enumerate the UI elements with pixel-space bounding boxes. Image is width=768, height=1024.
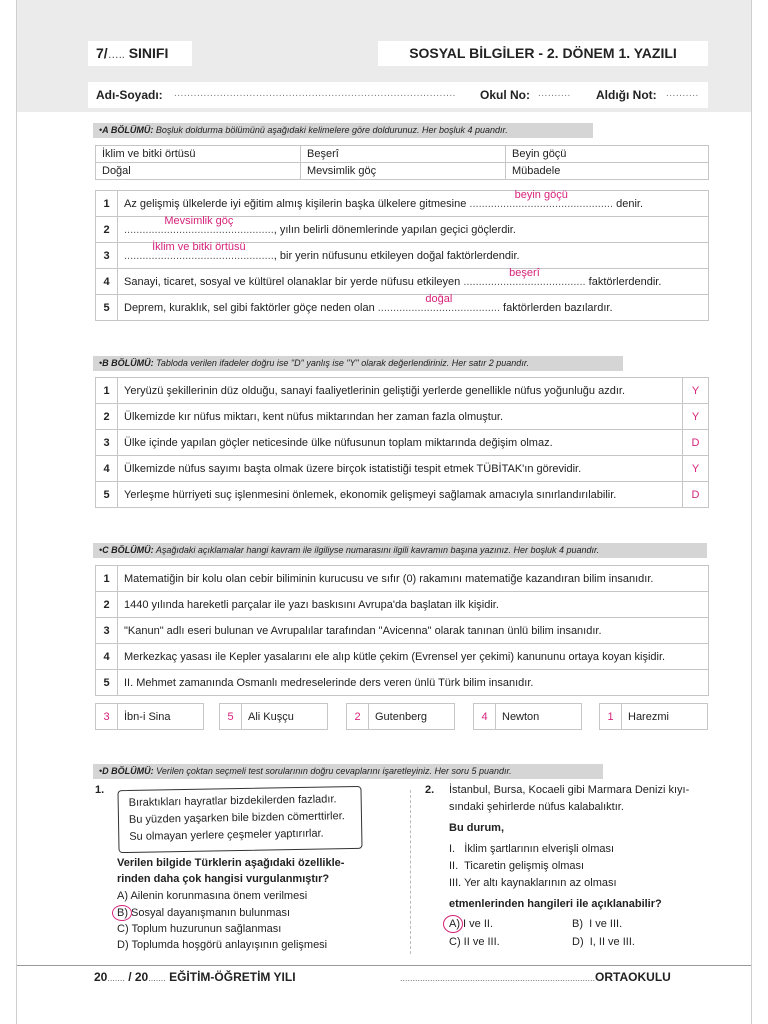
question-number: 1 — [96, 378, 118, 404]
name-label: Adı-Soyadı: — [96, 88, 163, 102]
q2-item-2: II. Ticaretin gelişmiş olması — [449, 860, 585, 872]
q2-stem: İstanbul, Bursa, Kocaeli gibi Marmara Denizi kıyı- — [449, 784, 690, 796]
section-d-header: •D BÖLÜMÜ: Verilen çoktan seçmeli test sorularının doğru cevaplarını işaretleyiniz. Her soru 5 puandır. — [93, 764, 603, 779]
exam-title: SOSYAL BİLGİLER - 2. DÖNEM 1. YAZILI — [378, 41, 708, 66]
table-row — [96, 269, 709, 295]
q2-lead: Bu durum, — [449, 822, 504, 834]
q1-poem-box — [117, 786, 362, 853]
description-text: 1440 yılında hareketli parçalar ile yazı baskısını Avrupa'da başlatan ilk kişidir. — [118, 592, 709, 618]
q2-stem-2: sındaki şehirlerde nüfus kalabalıktır. — [449, 801, 624, 813]
table-row — [96, 378, 709, 404]
question-number: 2 — [96, 404, 118, 430]
column-divider — [410, 790, 411, 954]
question-number: 3 — [96, 618, 118, 644]
handwritten-answer: beşerî — [509, 266, 540, 279]
grade-received-label: Aldığı Not: — [596, 88, 657, 102]
q2-item-1: I. İklim şartlarının elverişli olması — [449, 843, 615, 855]
q2-number: 2. — [425, 784, 435, 796]
q2-option-c[interactable]: C) II ve III. — [449, 936, 500, 948]
year-separator: / 20 — [124, 970, 149, 984]
word-bank-cell: Mevsimlik göç — [301, 163, 506, 180]
table-row — [96, 430, 709, 456]
question-number: 5 — [96, 482, 118, 508]
question-before: Deprem, kuraklık, sel gibi faktörler göçe neden olan — [124, 301, 378, 314]
question-text — [118, 292, 709, 321]
table-row — [96, 592, 709, 618]
fill-blank[interactable] — [124, 240, 274, 262]
word-bank-cell: Beyin göçü — [506, 146, 709, 163]
concept-box-harezmi — [599, 703, 708, 730]
question-number: 2 — [96, 592, 118, 618]
question-number: 5 — [96, 295, 118, 321]
section-c-instruction: Aşağıdaki açıklamalar hangi kavram ile ilgiliyse numarasını ilgili kavramın başına yazınız. Her boşluk 4 puandır. — [155, 545, 600, 555]
concept-box-newton — [473, 703, 582, 730]
section-a-questions — [95, 190, 709, 321]
fill-blank[interactable] — [463, 266, 586, 288]
fill-blank[interactable] — [124, 214, 274, 236]
section-a-instruction: Boşluk doldurma bölümünü aşağıdaki kelimelere göre doldurunuz. Her boşluk 4 puandır. — [155, 125, 508, 135]
question-number: 2 — [96, 217, 118, 243]
concept-number[interactable]: 3 — [96, 704, 118, 729]
q1-stem: Verilen bilgide Türklerin aşağıdaki özellikle- — [117, 857, 345, 869]
handwritten-answer: beyin göçü — [514, 188, 568, 201]
word-bank-cell: Mübadele — [506, 163, 709, 180]
question-number: 5 — [96, 670, 118, 696]
grade-received-field[interactable]: .......... — [666, 88, 699, 99]
grade-box — [88, 41, 192, 66]
q2-question: etmenlerinden hangileri ile açıklanabilir? — [449, 898, 662, 910]
handwritten-answer: Mevsimlik göç — [164, 214, 234, 227]
question-text — [118, 214, 709, 243]
section-c-header: •C BÖLÜMÜ: Aşağıdaki açıklamalar hangi kavram ile ilgiliyse numarasını ilgili kavramın başına yazınız. Her boşluk 4 puandır. — [93, 543, 707, 558]
q1-option-d[interactable]: D) Toplumda hoşgörü anlayışının gelişmesi — [117, 939, 328, 951]
question-number: 4 — [96, 456, 118, 482]
q2-option-a[interactable]: A) I ve II. — [449, 918, 494, 930]
description-text: Merkezkaç yasası ile Kepler yasalarını ele alıp kütle çekim (Evrensel yer çekimi) kanununu ortaya koyan kişidir. — [118, 644, 709, 670]
section-b-instruction: Tabloda verilen ifadeler doğru ise "D" yanlış ise "Y" olarak değerlendiriniz. Her satır 2 puandır. — [156, 358, 529, 368]
academic-year — [94, 970, 296, 984]
concept-box-ali-kuscu — [219, 703, 328, 730]
table-row — [96, 482, 709, 508]
concept-name: Gutenberg — [375, 710, 427, 723]
section-b-title: B BÖLÜMÜ: — [102, 358, 154, 368]
question-text — [118, 266, 709, 295]
table-row — [96, 191, 709, 217]
question-after: , yılın belirli dönemlerinde yapılan geçici göçlerdir. — [273, 223, 516, 236]
q1-option-c[interactable]: C) Toplum huzurunun sağlanması — [117, 923, 282, 935]
school-no-label: Okul No: — [480, 88, 530, 102]
table-row — [96, 644, 709, 670]
question-number: 3 — [96, 430, 118, 456]
word-bank-row — [96, 163, 709, 180]
concept-box-ibn-i-sina — [95, 703, 204, 730]
description-text: Matematiğin bir kolu olan cebir biliminin kurucusu ve sıfır (0) rakamını matematiğe kazandıran bilim insanıdır. — [118, 566, 709, 592]
answer-circle-mark — [443, 915, 463, 933]
q1-option-a[interactable]: A) Ailenin korunmasına önem verilmesi — [117, 890, 308, 902]
section-b-header: •B BÖLÜMÜ: Tabloda verilen ifadeler doğru ise "D" yanlış ise "Y" olarak değerlendiriniz. Her satır 2 puandır. — [93, 356, 623, 371]
fill-blank[interactable] — [469, 188, 614, 210]
q1-stem-2: rinden daha çok hangisi vurgulanmıştır? — [117, 873, 330, 885]
footer-divider — [17, 965, 751, 966]
blank-dots: ........................................ — [377, 301, 500, 314]
question-number: 3 — [96, 243, 118, 269]
concept-number[interactable]: 5 — [220, 704, 242, 729]
table-row — [96, 295, 709, 321]
q1-option-b[interactable]: B) Sosyal dayanışmanın bulunması — [117, 907, 291, 919]
concept-number[interactable]: 4 — [474, 704, 496, 729]
table-row — [96, 670, 709, 696]
concept-number[interactable]: 2 — [347, 704, 369, 729]
q2-option-d[interactable]: D) I, II ve III. — [572, 936, 635, 948]
question-after: denir. — [613, 197, 644, 210]
word-bank — [95, 145, 709, 180]
true-false-answer[interactable]: Y — [683, 378, 709, 404]
fill-blank[interactable] — [377, 292, 500, 314]
concept-name: Harezmi — [628, 710, 669, 723]
word-bank-cell: İklim ve bitki örtüsü — [96, 146, 301, 163]
section-d-title: D BÖLÜMÜ: — [102, 766, 154, 776]
q1-number: 1. — [95, 784, 105, 796]
table-row — [96, 566, 709, 592]
question-number: 1 — [96, 566, 118, 592]
poem-line: Su olmayan yerlere çeşmeler yaptırırlar. — [129, 827, 324, 843]
concept-box-gutenberg — [346, 703, 455, 730]
table-row — [96, 456, 709, 482]
statement-text: Ülkemizde kır nüfus miktarı, kent nüfus miktarından her zaman fazla olmuştur. — [118, 404, 683, 430]
year-start: 20 — [94, 970, 108, 984]
statement-text: Ülkemizde nüfus sayımı başta olmak üzere birçok istatistiği tespit etmek TÜBİTAK'ın görevidir. — [118, 456, 683, 482]
true-false-answer[interactable]: Y — [683, 456, 709, 482]
blank-dots: ................................................. — [124, 223, 274, 236]
question-after: faktörlerdendir. — [585, 275, 662, 288]
section-d-instruction: Verilen çoktan seçmeli test sorularının doğru cevaplarını işaretleyiniz. Her soru 5 puandır. — [156, 766, 512, 776]
poem-line: Bu yüzden yaşarken bile bizden cömerttirler. — [128, 810, 345, 826]
handwritten-answer: İklim ve bitki örtüsü — [152, 240, 246, 253]
school-name-dots: .............................................................................. — [400, 973, 596, 983]
question-number: 1 — [96, 191, 118, 217]
school-name — [400, 970, 671, 984]
question-before: Az gelişmiş ülkelerde iyi eğitim almış kişilerin başka ülkelere gitmesine — [124, 197, 470, 210]
concept-number[interactable]: 1 — [600, 704, 622, 729]
blank-dots: ............................................... — [469, 197, 614, 210]
q2-item-3: III. Yer altı kaynaklarının az olması — [449, 877, 617, 889]
year-start-dots: ....... — [107, 973, 125, 983]
section-a-title: A BÖLÜMÜ: — [102, 125, 154, 135]
word-bank-cell: Beşerî — [301, 146, 506, 163]
description-text: "Kanun" adlı eseri bulunan ve Avrupalılar tarafından "Avicenna" olarak tanınan ünlü bilim insanıdır. — [118, 618, 709, 644]
question-number: 4 — [96, 269, 118, 295]
grade-value: 7/ — [96, 45, 108, 61]
true-false-answer[interactable]: D — [683, 430, 709, 456]
question-text — [118, 188, 709, 217]
school-label: ORTAOKULU — [595, 970, 671, 984]
true-false-answer[interactable]: Y — [683, 404, 709, 430]
concept-name: Newton — [502, 710, 540, 723]
name-field[interactable]: ...................................................................................... — [174, 88, 456, 99]
blank-dots: ........................................ — [463, 275, 586, 288]
statement-text: Ülke içinde yapılan göçler neticesinde ülke nüfusunun toplam miktarında değişim olmaz. — [118, 430, 683, 456]
question-number: 4 — [96, 644, 118, 670]
section-a-header: •A BÖLÜMÜ: Boşluk doldurma bölümünü aşağıdaki kelimelere göre doldurunuz. Her boşluk 4 puandır. — [93, 123, 593, 138]
question-after: , bir yerin nüfusunu etkileyen doğal faktörlerdendir. — [273, 249, 520, 262]
year-label: EĞİTİM-ÖĞRETİM YILI — [165, 970, 296, 984]
question-before: Sanayi, ticaret, sosyal ve kültürel olanaklar bir yerde nüfusu etkileyen — [124, 275, 464, 288]
table-row — [96, 404, 709, 430]
word-bank-row — [96, 146, 709, 163]
grade-dots: ….. — [107, 49, 125, 61]
poem-line: Bıraktıkları hayratlar bizdekilerden fazladır. — [128, 793, 337, 809]
school-no-field[interactable]: .......... — [538, 88, 571, 99]
table-row — [96, 243, 709, 269]
grade-label: SINIFI — [128, 45, 169, 61]
concept-name: Ali Kuşçu — [248, 710, 294, 723]
question-after: faktörlerden bazılardır. — [500, 301, 613, 314]
statement-text: Yeryüzü şekillerinin düz olduğu, sanayi faaliyetlerinin geliştiği yerlerde genellikle nüfus yoğunluğu azdır. — [118, 378, 683, 404]
statement-text: Yerleşme hürriyeti suç işlenmesini önlemek, ekonomik gelişmeyi sağlamak amacıyla sınırlandırılabilir. — [118, 482, 683, 508]
section-b-questions — [95, 377, 709, 508]
table-row — [96, 618, 709, 644]
handwritten-answer: doğal — [425, 292, 453, 305]
description-text: II. Mehmet zamanında Osmanlı medreselerinde ders veren ünlü Türk bilim insanıdır. — [118, 670, 709, 696]
question-text — [118, 240, 709, 269]
student-info-box — [88, 82, 708, 108]
answer-circle-mark — [112, 905, 132, 921]
true-false-answer[interactable]: D — [683, 482, 709, 508]
concept-name: İbn-i Sina — [124, 710, 171, 723]
section-c-questions — [95, 565, 709, 696]
word-bank-cell: Doğal — [96, 163, 301, 180]
blank-dots: ................................................. — [124, 249, 274, 262]
section-c-title: C BÖLÜMÜ: — [102, 545, 154, 555]
q2-option-b[interactable]: B) I ve III. — [572, 918, 623, 930]
year-end-dots: ....... — [148, 973, 166, 983]
table-row — [96, 217, 709, 243]
